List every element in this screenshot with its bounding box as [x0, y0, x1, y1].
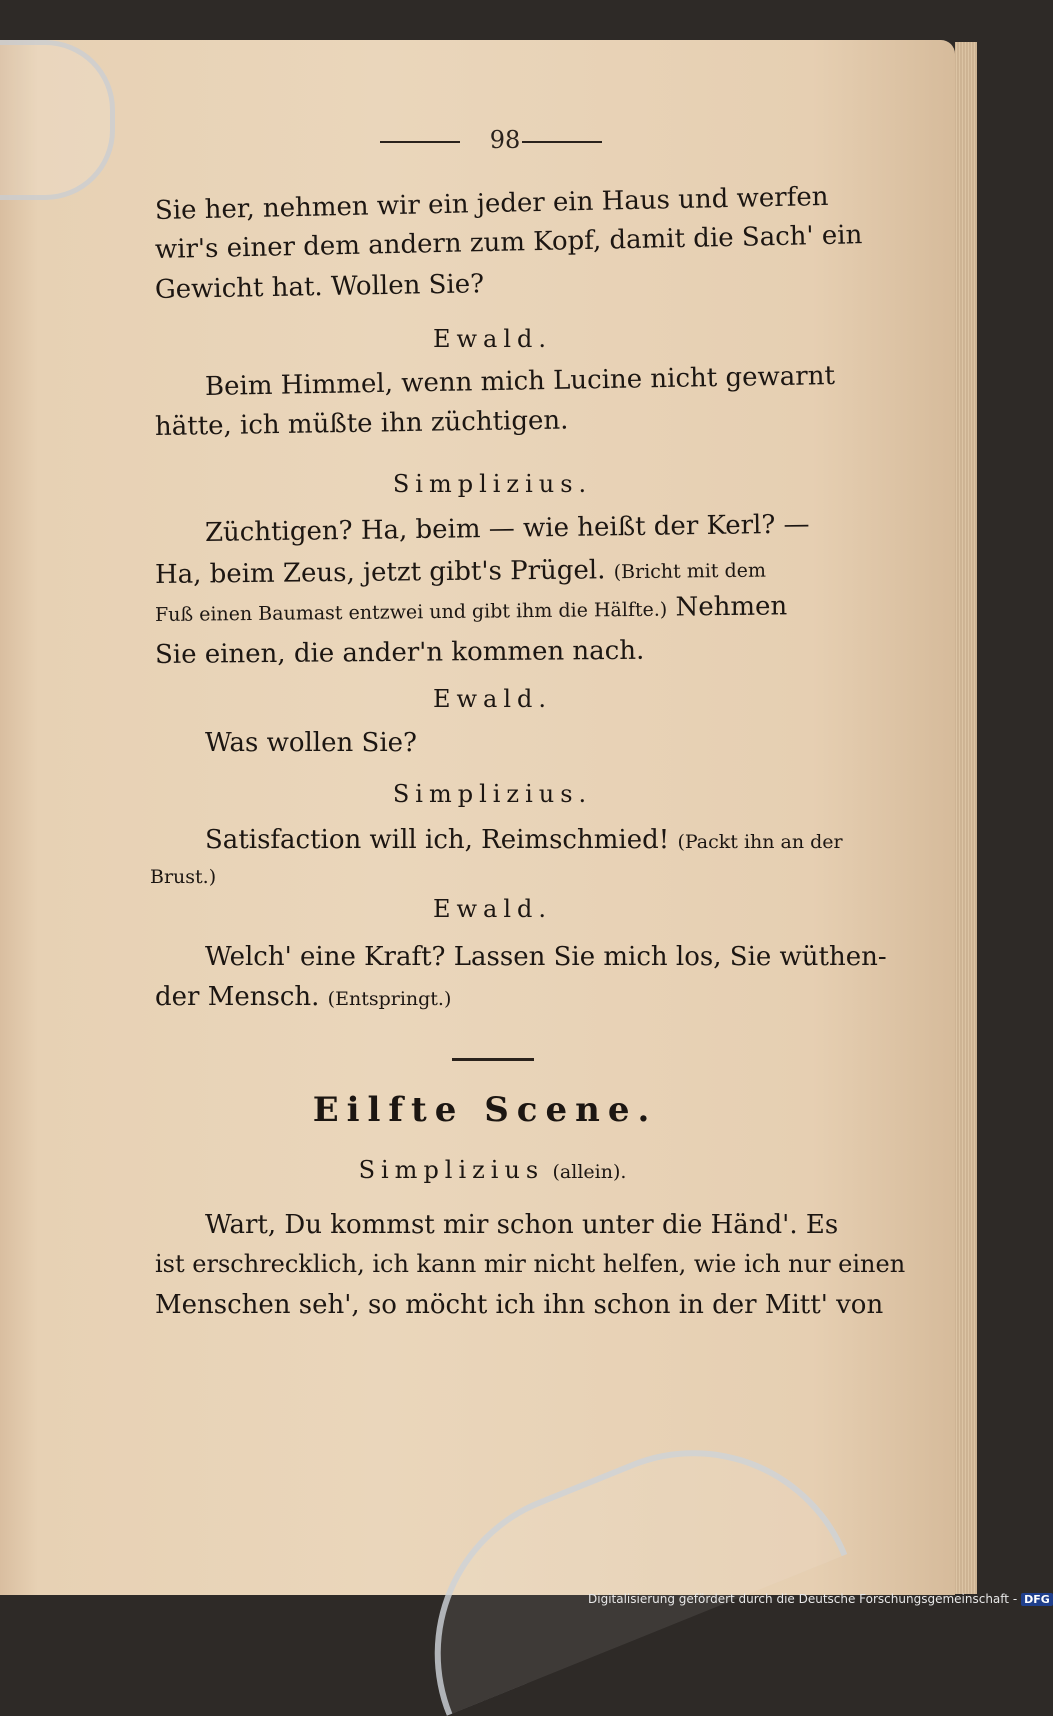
text-line: Was wollen Sie?	[205, 728, 417, 758]
pagenum-rule-right	[522, 141, 602, 143]
scene-title: Eilfte Scene.	[312, 1090, 658, 1130]
text-line: Welch' eine Kraft? Lassen Sie mich los, Sie wüthen-	[205, 942, 887, 972]
page-number: 98	[489, 126, 521, 154]
text-line	[205, 825, 845, 855]
text-segment: der Mensch.	[155, 982, 320, 1012]
text-line: Beim Himmel, wenn mich Lucine nicht gewarnt	[204, 361, 836, 402]
text-line: Sie her, nehmen wir ein jeder ein Haus und werfen	[154, 181, 829, 226]
speaker-name: Ewald.	[432, 895, 553, 923]
speaker-name: Simplizius	[358, 1156, 545, 1184]
stage-direction: (Entspringt.)	[327, 988, 452, 1010]
speaker-name: Simplizius.	[392, 780, 593, 808]
stage-direction: Brust.)	[150, 866, 217, 888]
text-line: Menschen seh', so möcht ich ihn schon in der Mitt' von	[155, 1290, 884, 1320]
text-segment: Nehmen	[675, 591, 788, 623]
scene-speaker	[0, 1155, 985, 1185]
dfg-logo: DFG	[1021, 1593, 1053, 1606]
speaker-name: Ewald.	[432, 685, 553, 713]
page-clip-top	[0, 40, 115, 200]
text-segment: Satisfaction will ich, Reimschmied!	[205, 825, 670, 855]
text-line	[155, 982, 865, 1012]
text-line: Wart, Du kommst mir schon unter die Händ'. Es	[205, 1210, 839, 1240]
text-line: hätte, ich müßte ihn züchtigen.	[154, 405, 569, 442]
text-line: wir's einer dem andern zum Kopf, damit die Sach' ein	[154, 220, 863, 265]
stage-direction: Fuß einen Baumast entzwei und gibt ihm die Hälfte.)	[154, 598, 668, 626]
speaker-name: Ewald.	[432, 325, 553, 353]
text-segment: Ha, beim Zeus, jetzt gibt's Prügel.	[154, 555, 606, 590]
stage-direction: (allein).	[552, 1161, 627, 1183]
stage-direction: (Packt ihn an der	[677, 831, 843, 853]
speaker-name: Simplizius.	[392, 470, 593, 498]
pagenum-rule-left	[380, 141, 460, 143]
section-rule	[452, 1058, 534, 1061]
stage-direction: (Bricht mit dem	[613, 559, 767, 584]
text-line: Züchtigen? Ha, beim — wie heißt der Kerl? —	[204, 509, 810, 548]
text-line: ist erschrecklich, ich kann mir nicht helfen, wie ich nur einen	[155, 1250, 906, 1278]
footer-text: Digitalisierung gefördert durch die Deutsche Forschungsgemeinschaft -	[588, 1592, 1018, 1606]
text-line: Gewicht hat. Wollen Sie?	[154, 269, 485, 305]
page-edge	[955, 42, 977, 1594]
digitization-footer	[588, 1592, 1050, 1612]
text-line: Sie einen, die ander'n kommen nach.	[154, 635, 645, 670]
